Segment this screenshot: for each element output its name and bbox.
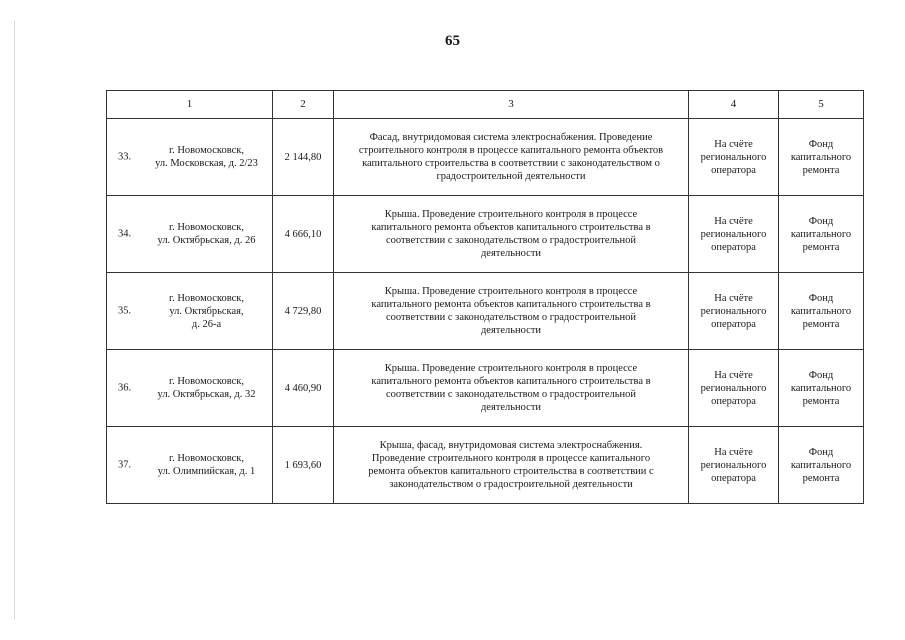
column-header: 2 — [273, 91, 334, 119]
works-line: соответствии с законодательством о градостроительной — [385, 235, 637, 246]
address-line: ул. Октябрьская, — [169, 305, 244, 317]
works-line: Крыша. Проведение строительного контроля в процессе — [384, 286, 638, 297]
account-cell — [689, 119, 779, 196]
account-cell — [689, 273, 779, 350]
column-header: 1 — [107, 91, 273, 119]
address-line: г. Новомосковск, — [168, 453, 245, 464]
account-line: На счёте — [714, 215, 753, 227]
funding-source-line: капитального — [790, 228, 852, 240]
account-line: регионального — [700, 151, 767, 163]
address-line: ул. Октябрьская, д. 26 — [157, 235, 256, 246]
works-line: Крыша. Проведение строительного контроля в процессе — [384, 363, 638, 374]
area-cell: 4 729,80 — [273, 273, 334, 350]
row-number: 36. — [118, 382, 132, 394]
works-line: капитального строительства в соответствии с законодательством о — [362, 158, 660, 169]
address-line: г. Новомосковск, — [168, 376, 245, 387]
funding-source-cell — [779, 273, 864, 350]
funding-source-line: ремонта — [802, 318, 840, 330]
address-cell — [107, 119, 273, 196]
works-line: деятельности — [480, 248, 542, 259]
funding-source-line: ремонта — [802, 241, 840, 253]
funding-source-line: капитального — [790, 382, 852, 394]
row-number: 34. — [118, 228, 132, 240]
funding-source-line: Фонд — [808, 369, 834, 381]
works-line: соответствии с законодательством о градостроительной — [385, 389, 637, 400]
funding-source-line: ремонта — [802, 472, 840, 484]
address-line: г. Новомосковск, — [168, 222, 245, 233]
address-line: ул. Олимпийская, д. 1 — [157, 466, 256, 477]
area-cell: 4 460,90 — [273, 350, 334, 427]
account-line: оператора — [711, 164, 756, 176]
works-cell — [334, 119, 689, 196]
funding-source-line: ремонта — [802, 164, 840, 176]
account-line: На счёте — [714, 446, 753, 458]
account-line: регионального — [700, 305, 767, 317]
works-line: законодательством о градостроительной деятельности — [389, 479, 633, 490]
address-text — [145, 292, 268, 331]
address-line: г. Новомосковск, — [168, 292, 245, 304]
table-row — [107, 196, 864, 273]
area-cell: 1 693,60 — [273, 427, 334, 504]
row-number: 33. — [118, 151, 132, 163]
funding-source-cell — [779, 196, 864, 273]
account-line: На счёте — [714, 138, 753, 150]
works-line: Проведение строительного контроля в процессе капитального — [371, 453, 651, 464]
address-text — [145, 452, 268, 478]
works-cell — [334, 427, 689, 504]
works-cell — [334, 196, 689, 273]
address-line: г. Новомосковск, — [168, 145, 245, 156]
account-line: регионального — [700, 459, 767, 471]
works-line: капитального ремонта объектов капитального строительства в — [371, 299, 651, 310]
account-line: На счёте — [714, 369, 753, 381]
works-line: градостроительной деятельности — [436, 171, 586, 182]
works-line: ремонта объектов капитального строительства в соответствии с — [368, 466, 654, 477]
column-header: 5 — [779, 91, 864, 119]
address-cell — [107, 350, 273, 427]
works-line: деятельности — [480, 402, 542, 413]
account-line: оператора — [711, 395, 756, 407]
funding-source-line: ремонта — [802, 395, 840, 407]
funding-source-line: Фонд — [808, 138, 834, 150]
funding-source-line: капитального — [790, 305, 852, 317]
table-row — [107, 427, 864, 504]
funding-source-cell — [779, 119, 864, 196]
funding-source-line: капитального — [790, 459, 852, 471]
address-text — [145, 144, 268, 170]
address-line: д. 26-а — [191, 318, 222, 330]
works-line: капитального ремонта объектов капитального строительства в — [371, 376, 651, 387]
column-header: 4 — [689, 91, 779, 119]
address-cell — [107, 427, 273, 504]
address-line: ул. Октябрьская, д. 32 — [157, 389, 256, 400]
account-cell — [689, 350, 779, 427]
address-line: ул. Московская, д. 2/23 — [155, 158, 258, 169]
header-row — [107, 91, 864, 119]
scan-margin-mark — [14, 20, 15, 620]
area-cell: 2 144,80 — [273, 119, 334, 196]
works-line: Крыша. Проведение строительного контроля в процессе — [384, 209, 638, 220]
works-line: соответствии с законодательством о градостроительной — [385, 312, 637, 323]
address-text — [145, 375, 268, 401]
works-line: деятельности — [480, 325, 542, 336]
funding-source-line: Фонд — [808, 215, 834, 227]
area-cell: 4 666,10 — [273, 196, 334, 273]
table-row — [107, 119, 864, 196]
table-body — [107, 119, 864, 504]
account-line: оператора — [711, 472, 756, 484]
row-number: 37. — [118, 459, 132, 471]
address-text — [145, 221, 268, 247]
column-header: 3 — [334, 91, 689, 119]
works-table — [106, 90, 864, 504]
funding-source-line: капитального — [790, 151, 852, 163]
account-line: оператора — [711, 241, 756, 253]
address-cell — [107, 196, 273, 273]
works-cell — [334, 350, 689, 427]
account-line: регионального — [700, 382, 767, 394]
funding-source-cell — [779, 427, 864, 504]
works-line: капитального ремонта объектов капитального строительства в — [371, 222, 651, 233]
account-line: оператора — [711, 318, 756, 330]
works-cell — [334, 273, 689, 350]
row-number: 35. — [118, 305, 132, 317]
funding-source-line: Фонд — [808, 292, 834, 304]
table-row — [107, 350, 864, 427]
table-row — [107, 273, 864, 350]
works-line: Фасад, внутридомовая система электроснабжения. Проведение — [369, 132, 653, 143]
account-line: На счёте — [714, 292, 753, 304]
works-line: строительного контроля в процессе капитального ремонта объектов — [358, 145, 664, 156]
funding-source-line: Фонд — [808, 446, 834, 458]
page-number: 65 — [445, 33, 460, 49]
funding-source-cell — [779, 350, 864, 427]
account-cell — [689, 196, 779, 273]
account-line: регионального — [700, 228, 767, 240]
address-cell — [107, 273, 273, 350]
account-cell — [689, 427, 779, 504]
works-line: Крыша, фасад, внутридомовая система электроснабжения. — [379, 440, 643, 451]
